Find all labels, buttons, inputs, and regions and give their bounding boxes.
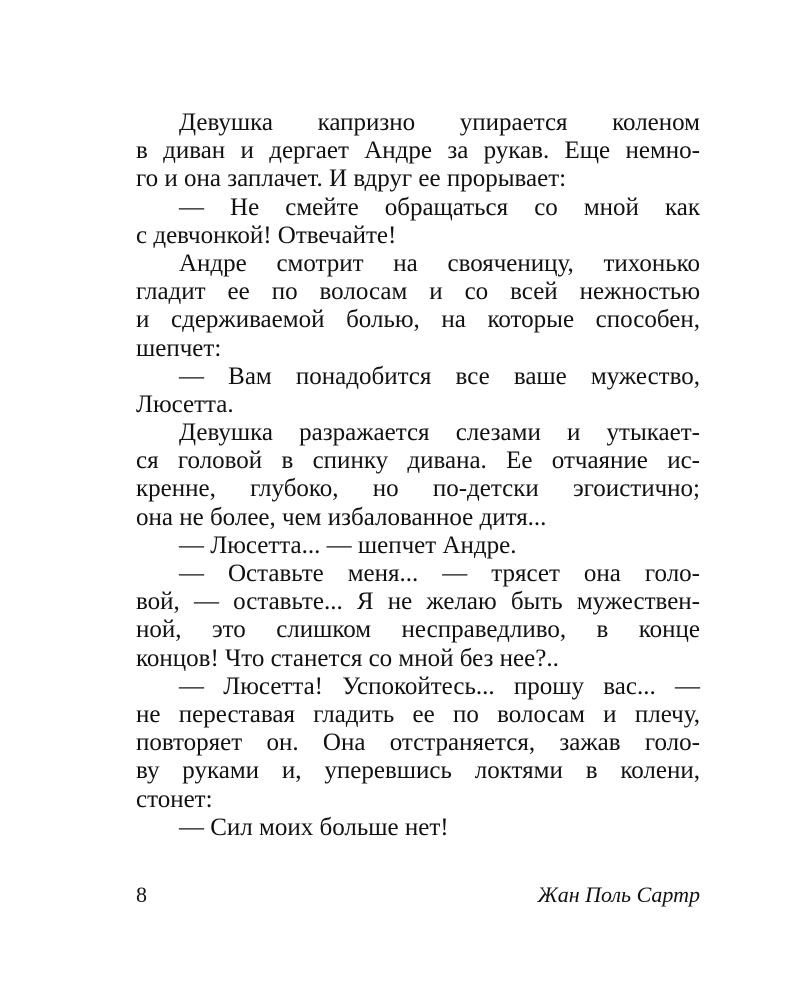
paragraph [136, 419, 700, 532]
text-line: кренне, глубоко, но по-детски эгоистично; [136, 475, 700, 503]
paragraph [136, 560, 700, 673]
paragraph [136, 194, 700, 250]
paragraph [136, 814, 700, 842]
text-line: с девчонкой! Отвечайте! [136, 221, 397, 249]
text-line: ной, это слишком несправедливо, в конце [136, 616, 700, 644]
text-line: повторяет он. Она отстраняется, зажав голо- [136, 729, 700, 757]
text-line: го и она заплачет. И вдруг ее прорывает: [136, 165, 567, 193]
text-line: в диван и дергает Андре за рукав. Еще немно- [136, 137, 700, 165]
text-line: концов! Что станется со мной без нее?.. [136, 644, 559, 672]
page-number: 8 [136, 882, 147, 907]
text-line: и сдерживаемой болью, на которые способен, [136, 306, 700, 334]
paragraph [136, 532, 700, 560]
text-line: ся головой в спинку дивана. Ее отчаяние ис- [136, 447, 700, 475]
text-line: — Не смейте обращаться со мной как [179, 193, 700, 221]
text-line: Люсетта. [136, 390, 234, 418]
text-line: Девушка капризно упирается коленом [179, 109, 700, 136]
running-author: Жан Поль Сартр [537, 882, 700, 907]
text-line: шепчет: [136, 334, 222, 362]
text-line: — Вам понадобится все ваше мужество, [179, 362, 700, 390]
page-text [136, 109, 700, 842]
page-footer [136, 880, 700, 910]
text-line: Девушка разражается слезами и утыкает- [179, 419, 700, 447]
text-line: — Люсетта! Успокойтесь... прошу вас... — [179, 672, 700, 700]
text-line: вой, — оставьте... Я не желаю быть мужествен- [136, 588, 700, 616]
text-line: — Оставьте меня... — трясет она голо- [179, 560, 700, 587]
text-line: стонет: [136, 785, 213, 813]
text-line: — Люсетта... — шепчет Андре. [179, 531, 517, 559]
text-line: она не более, чем избалованное дитя... [136, 503, 547, 531]
text-line: не переставая гладить ее по волосам и плечу, [136, 700, 700, 728]
paragraph [136, 673, 700, 814]
paragraph [136, 250, 700, 363]
text-line: Андре смотрит на свояченицу, тихонько [179, 249, 700, 277]
text-line: ву руками и, уперевшись локтями в колени, [136, 757, 700, 785]
paragraph [136, 363, 700, 419]
text-line: гладит ее по волосам и со всей нежностью [136, 278, 700, 306]
text-line: — Сил моих больше нет! [179, 813, 449, 841]
paragraph [136, 109, 700, 194]
